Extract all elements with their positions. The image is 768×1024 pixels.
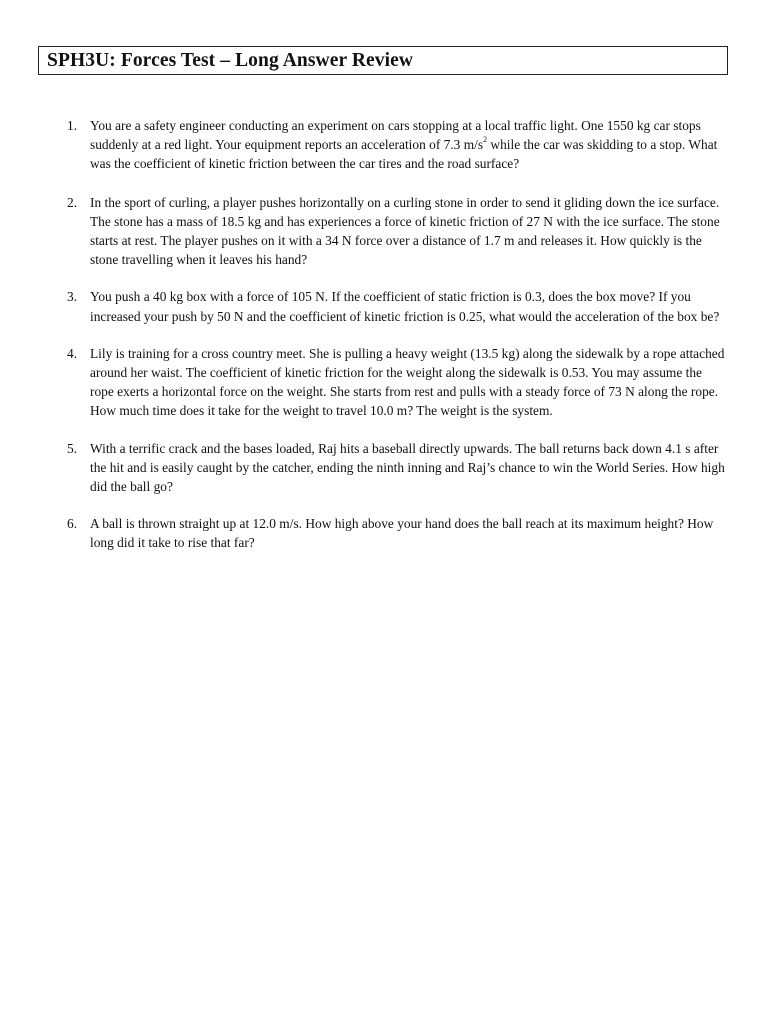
question-5 xyxy=(56,439,728,497)
question-number: 4. xyxy=(67,345,78,361)
question-list xyxy=(56,116,728,553)
page-title: SPH3U: Forces Test – Long Answer Review xyxy=(47,49,414,71)
question-text: Lily is training for a cross country meet. She is pulling a heavy weight (13.5 kg) along the sidewalk by a rope attached around her waist. The coefficient of kinetic friction for the weight along the sidewalk is 0.53. You may assume the rope exerts a horizontal force on the weight. She starts from rest and pulls with a steady force of 73 N along the rope. How much time does it take for the weight to travel 10.0 m? The weight is the system. xyxy=(90,345,725,419)
question-number: 3. xyxy=(67,289,78,305)
question-text-part: You are a safety engineer conducting an experiment on cars stopping at a local traffic light. One 1550 kg car stops suddenly at a red light. Your equipment reports an acceleration of 7.3 m/s xyxy=(90,118,701,153)
superscript: 2 xyxy=(483,135,488,145)
question-number: 5. xyxy=(67,440,78,456)
question-number: 2. xyxy=(67,194,78,210)
question-text: With a terrific crack and the bases loaded, Raj hits a baseball directly upwards. The ball returns back down 4.1 s after the hit and is easily caught by the catcher, ending the ninth inning and Raj’s chance to win the World Series. How high did the ball go? xyxy=(90,440,725,495)
question-4 xyxy=(56,344,728,421)
question-1 xyxy=(56,116,728,174)
question-6 xyxy=(56,514,728,552)
question-number: 6. xyxy=(67,516,78,532)
question-number: 1. xyxy=(67,118,78,133)
question-text: In the sport of curling, a player pushes horizontally on a curling stone in order to send it gliding down the ice surface. The stone has a mass of 18.5 kg and has experiences a force of kinetic friction of 27 N with the ice surface. The stone starts at rest. The player pushes on it with a 34 N force over a distance of 1.7 m and releases it. How quickly is the stone travelling when it leaves his hand? xyxy=(90,194,720,268)
question-2 xyxy=(56,193,728,270)
question-text: A ball is thrown straight up at 12.0 m/s. How high above your hand does the ball reach at its maximum height? How long did it take to rise that far? xyxy=(90,516,714,551)
question-3 xyxy=(56,287,728,325)
title-box xyxy=(38,46,728,75)
question-text xyxy=(90,116,728,174)
question-text: You push a 40 kg box with a force of 105 N. If the coefficient of static friction is 0.3, does the box move? If you increased your push by 50 N and the coefficient of kinetic friction is 0.25, what would the acceleration of the box be? xyxy=(90,289,720,324)
question-text-part: while the car was skidding to a stop. What was the coefficient of kinetic friction between the car tires and the road surface? xyxy=(90,137,718,172)
